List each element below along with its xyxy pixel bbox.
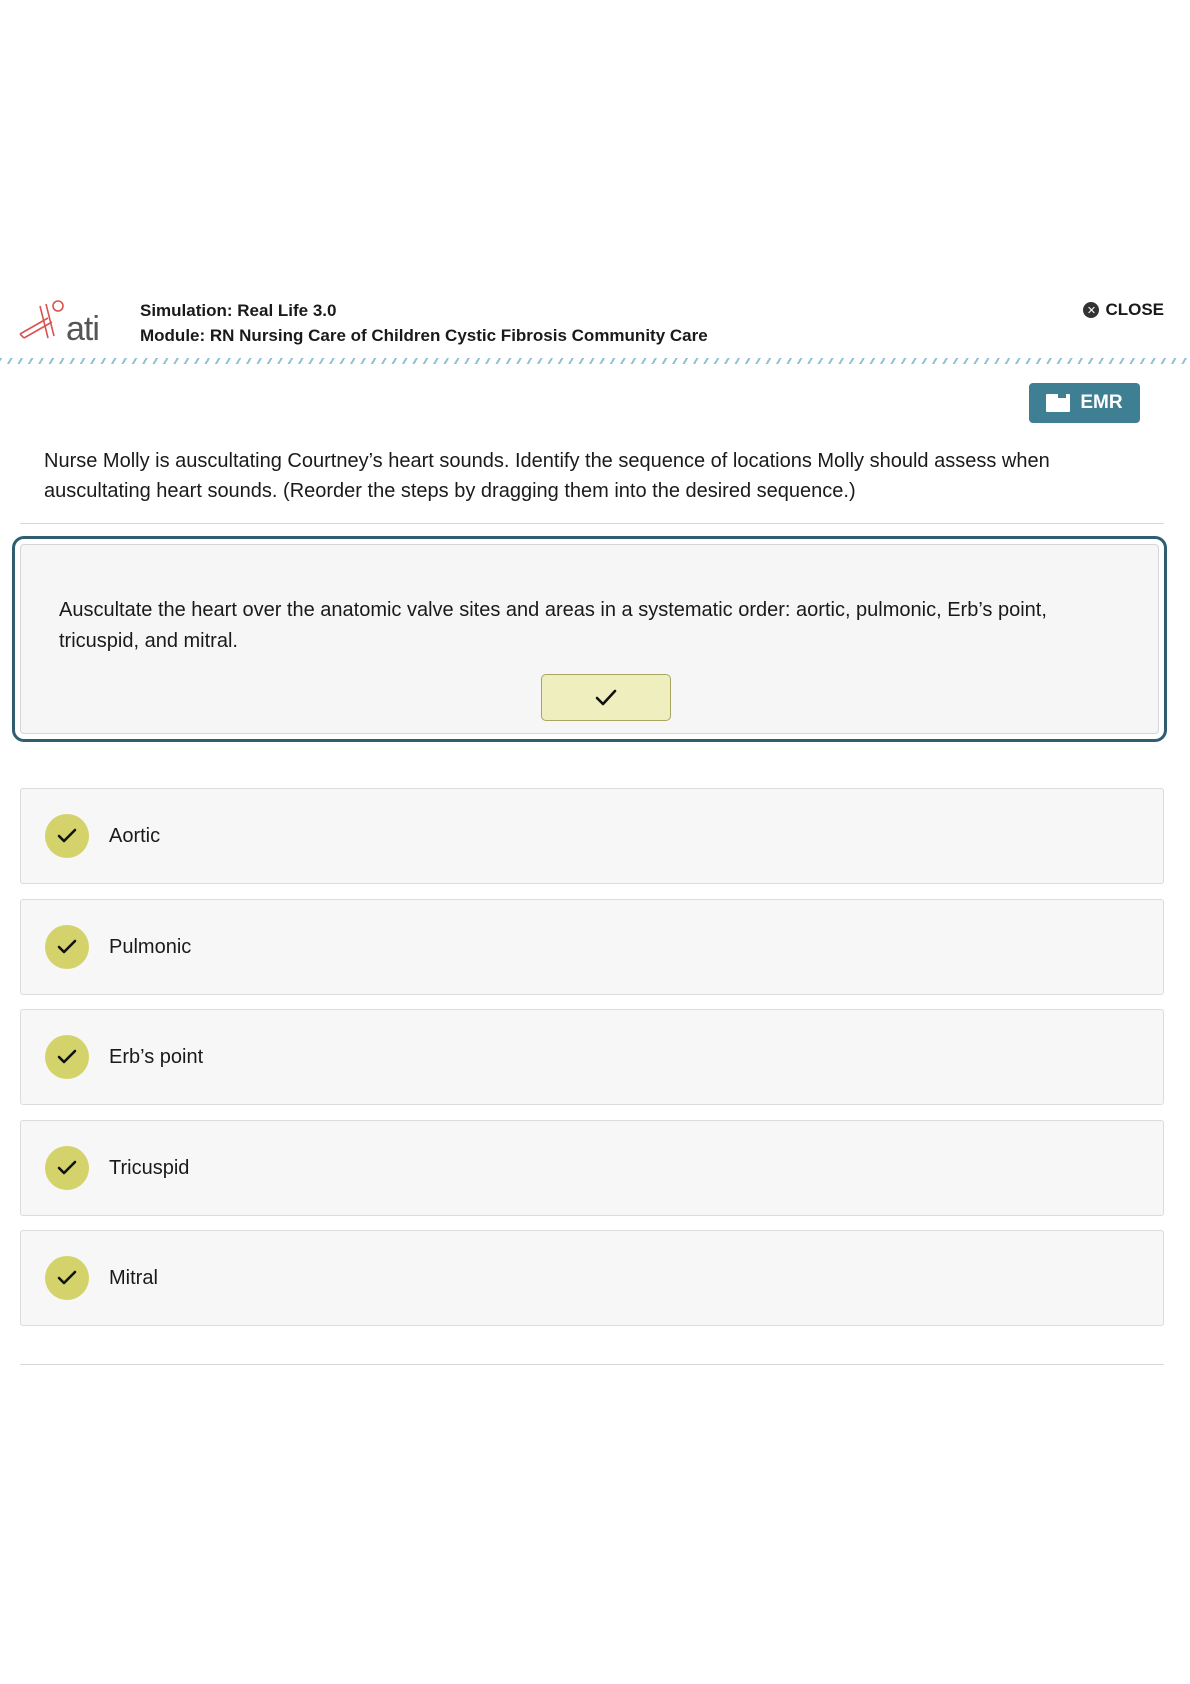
close-button[interactable] <box>1083 300 1164 320</box>
close-label: CLOSE <box>1105 300 1164 319</box>
close-icon: ✕ <box>1083 302 1099 318</box>
question-text: Nurse Molly is auscultating Courtney’s heart sounds. Identify the sequence of locations Molly should assess when auscultating heart sounds. (Reorder the steps by dragging them into the desired sequence.) <box>44 450 1050 502</box>
module-title: Module: RN Nursing Care of Children Cystic Fibrosis Community Care <box>140 326 708 345</box>
sequence-item-label: Aortic <box>109 825 161 847</box>
sequence-item-label: Pulmonic <box>109 936 192 958</box>
sequence-item-label: Mitral <box>109 1267 158 1289</box>
sequence-item-label: Erb’s point <box>109 1046 204 1068</box>
bottom-divider <box>20 1364 1164 1365</box>
ati-logo <box>18 296 118 350</box>
folder-icon <box>1046 394 1070 412</box>
correct-check-icon <box>45 1256 89 1300</box>
feedback-panel <box>12 536 1167 742</box>
header-divider <box>0 358 1190 364</box>
simulation-title: Simulation: Real Life 3.0 <box>140 301 337 320</box>
sequence-item-aortic[interactable] <box>20 788 1164 884</box>
sequence-item-label: Tricuspid <box>109 1157 190 1179</box>
checkmark-icon <box>595 689 617 707</box>
correct-check-icon <box>45 925 89 969</box>
feedback-inner <box>20 544 1159 734</box>
question-divider <box>20 523 1164 524</box>
correct-check-icon <box>45 814 89 858</box>
emr-label: EMR <box>1080 392 1123 413</box>
logo-text: ati <box>66 310 99 348</box>
sequence-item-mitral[interactable] <box>20 1230 1164 1326</box>
sequence-item-erbs-point[interactable] <box>20 1009 1164 1105</box>
sequence-item-tricuspid[interactable] <box>20 1120 1164 1216</box>
sequence-item-pulmonic[interactable] <box>20 899 1164 995</box>
emr-button[interactable] <box>1029 383 1140 423</box>
correct-check-icon <box>45 1035 89 1079</box>
feedback-check-button[interactable] <box>541 674 671 721</box>
correct-check-icon <box>45 1146 89 1190</box>
feedback-text: Auscultate the heart over the anatomic valve sites and areas in a systematic order: aortic, pulmonic, Erb’s point, tricuspid, and mitral. <box>59 599 1047 652</box>
